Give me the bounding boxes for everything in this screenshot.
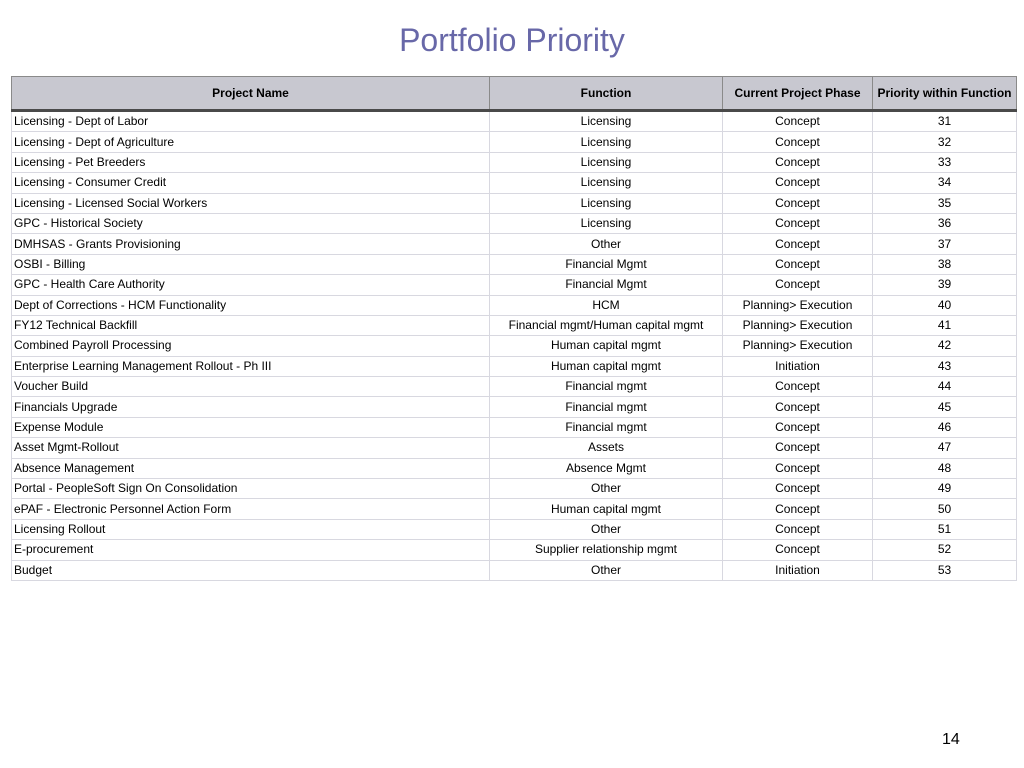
cell-project-name: GPC - Health Care Authority xyxy=(12,275,490,295)
cell-project-name: Licensing - Licensed Social Workers xyxy=(12,193,490,213)
cell-function: Absence Mgmt xyxy=(490,458,723,478)
page-number: 14 xyxy=(942,731,960,748)
cell-priority: 40 xyxy=(873,295,1017,315)
table-row xyxy=(12,295,1017,315)
cell-priority: 36 xyxy=(873,213,1017,233)
cell-priority: 47 xyxy=(873,438,1017,458)
table-row xyxy=(12,132,1017,152)
cell-project-name: Licensing - Dept of Labor xyxy=(12,111,490,132)
cell-priority: 42 xyxy=(873,336,1017,356)
cell-priority: 39 xyxy=(873,275,1017,295)
table-row xyxy=(12,417,1017,437)
cell-function: Other xyxy=(490,479,723,499)
cell-priority: 37 xyxy=(873,234,1017,254)
cell-priority: 41 xyxy=(873,315,1017,335)
cell-function: Licensing xyxy=(490,173,723,193)
portfolio-table xyxy=(11,76,1017,581)
table-row xyxy=(12,540,1017,560)
cell-phase: Planning> Execution xyxy=(723,295,873,315)
table-body xyxy=(12,111,1017,581)
header-function: Function xyxy=(490,77,723,111)
cell-project-name: Enterprise Learning Management Rollout - Ph III xyxy=(12,356,490,376)
cell-phase: Concept xyxy=(723,519,873,539)
header-current-project-phase: Current Project Phase xyxy=(723,77,873,111)
cell-priority: 50 xyxy=(873,499,1017,519)
table-row xyxy=(12,315,1017,335)
cell-function: Licensing xyxy=(490,193,723,213)
cell-phase: Concept xyxy=(723,275,873,295)
cell-phase: Concept xyxy=(723,111,873,132)
cell-function: Human capital mgmt xyxy=(490,499,723,519)
cell-phase: Planning> Execution xyxy=(723,315,873,335)
cell-function: HCM xyxy=(490,295,723,315)
table-row xyxy=(12,377,1017,397)
cell-function: Financial mgmt xyxy=(490,397,723,417)
table-row xyxy=(12,458,1017,478)
cell-project-name: Licensing Rollout xyxy=(12,519,490,539)
header-row xyxy=(12,77,1017,111)
cell-phase: Concept xyxy=(723,173,873,193)
slide-title: Portfolio Priority xyxy=(399,22,625,58)
cell-function: Financial mgmt xyxy=(490,377,723,397)
cell-project-name: Licensing - Dept of Agriculture xyxy=(12,132,490,152)
cell-function: Licensing xyxy=(490,111,723,132)
cell-project-name: Dept of Corrections - HCM Functionality xyxy=(12,295,490,315)
table-row xyxy=(12,234,1017,254)
cell-function: Financial mgmt/Human capital mgmt xyxy=(490,315,723,335)
cell-priority: 48 xyxy=(873,458,1017,478)
cell-priority: 35 xyxy=(873,193,1017,213)
table-row xyxy=(12,152,1017,172)
table-row xyxy=(12,499,1017,519)
cell-project-name: Licensing - Pet Breeders xyxy=(12,152,490,172)
cell-phase: Concept xyxy=(723,458,873,478)
cell-function: Other xyxy=(490,519,723,539)
cell-priority: 32 xyxy=(873,132,1017,152)
cell-phase: Concept xyxy=(723,193,873,213)
cell-phase: Concept xyxy=(723,132,873,152)
cell-phase: Concept xyxy=(723,438,873,458)
header-priority-within-function: Priority within Function xyxy=(873,77,1017,111)
table-row xyxy=(12,111,1017,132)
cell-function: Licensing xyxy=(490,213,723,233)
cell-project-name: Asset Mgmt-Rollout xyxy=(12,438,490,458)
cell-project-name: Combined Payroll Processing xyxy=(12,336,490,356)
cell-phase: Concept xyxy=(723,397,873,417)
table-header xyxy=(12,77,1017,111)
cell-priority: 53 xyxy=(873,560,1017,580)
cell-priority: 51 xyxy=(873,519,1017,539)
table-row xyxy=(12,479,1017,499)
cell-function: Licensing xyxy=(490,132,723,152)
cell-phase: Planning> Execution xyxy=(723,336,873,356)
cell-function: Financial mgmt xyxy=(490,417,723,437)
cell-phase: Concept xyxy=(723,479,873,499)
cell-project-name: FY12 Technical Backfill xyxy=(12,315,490,335)
cell-function: Financial Mgmt xyxy=(490,254,723,274)
cell-project-name: Licensing - Consumer Credit xyxy=(12,173,490,193)
header-project-name: Project Name xyxy=(12,77,490,111)
cell-priority: 49 xyxy=(873,479,1017,499)
table-row xyxy=(12,438,1017,458)
cell-function: Assets xyxy=(490,438,723,458)
table-row xyxy=(12,275,1017,295)
table-row xyxy=(12,193,1017,213)
cell-project-name: Financials Upgrade xyxy=(12,397,490,417)
table-row xyxy=(12,213,1017,233)
cell-function: Financial Mgmt xyxy=(490,275,723,295)
cell-phase: Concept xyxy=(723,152,873,172)
cell-phase: Concept xyxy=(723,234,873,254)
cell-function: Other xyxy=(490,234,723,254)
cell-function: Supplier relationship mgmt xyxy=(490,540,723,560)
cell-priority: 45 xyxy=(873,397,1017,417)
cell-function: Human capital mgmt xyxy=(490,356,723,376)
cell-function: Licensing xyxy=(490,152,723,172)
table-row xyxy=(12,356,1017,376)
cell-priority: 43 xyxy=(873,356,1017,376)
cell-phase: Concept xyxy=(723,499,873,519)
cell-priority: 46 xyxy=(873,417,1017,437)
cell-project-name: Expense Module xyxy=(12,417,490,437)
table-row xyxy=(12,336,1017,356)
cell-priority: 34 xyxy=(873,173,1017,193)
cell-phase: Concept xyxy=(723,213,873,233)
cell-priority: 44 xyxy=(873,377,1017,397)
cell-phase: Concept xyxy=(723,254,873,274)
table-row xyxy=(12,254,1017,274)
table-row xyxy=(12,397,1017,417)
cell-function: Other xyxy=(490,560,723,580)
cell-project-name: Budget xyxy=(12,560,490,580)
cell-phase: Concept xyxy=(723,377,873,397)
cell-phase: Initiation xyxy=(723,560,873,580)
cell-function: Human capital mgmt xyxy=(490,336,723,356)
cell-phase: Concept xyxy=(723,540,873,560)
cell-project-name: Voucher Build xyxy=(12,377,490,397)
cell-project-name: ePAF - Electronic Personnel Action Form xyxy=(12,499,490,519)
table-row xyxy=(12,560,1017,580)
cell-priority: 52 xyxy=(873,540,1017,560)
table-row xyxy=(12,173,1017,193)
cell-project-name: GPC - Historical Society xyxy=(12,213,490,233)
cell-project-name: OSBI - Billing xyxy=(12,254,490,274)
table-row xyxy=(12,519,1017,539)
cell-project-name: DMHSAS - Grants Provisioning xyxy=(12,234,490,254)
cell-phase: Initiation xyxy=(723,356,873,376)
cell-project-name: Absence Management xyxy=(12,458,490,478)
cell-priority: 33 xyxy=(873,152,1017,172)
cell-project-name: Portal - PeopleSoft Sign On Consolidation xyxy=(12,479,490,499)
cell-priority: 31 xyxy=(873,111,1017,132)
cell-project-name: E-procurement xyxy=(12,540,490,560)
cell-phase: Concept xyxy=(723,417,873,437)
cell-priority: 38 xyxy=(873,254,1017,274)
